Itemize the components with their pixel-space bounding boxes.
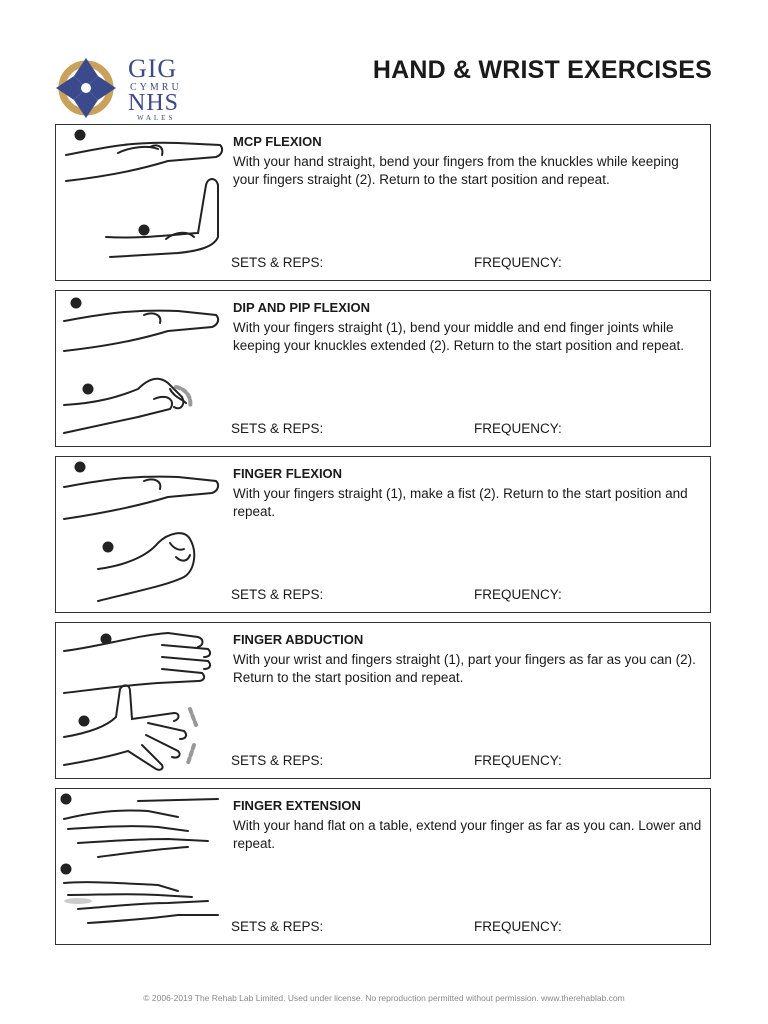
exercise-card-finger-flexion xyxy=(55,456,711,613)
celtic-knot-icon xyxy=(54,56,118,120)
exercise-card-finger-abduction xyxy=(55,622,711,779)
frequency-label: FREQUENCY: xyxy=(474,919,562,934)
exercise-title: DIP AND PIP FLEXION xyxy=(233,300,371,315)
nhs-wales-logo xyxy=(54,52,184,122)
exercise-title: MCP FLEXION xyxy=(233,134,322,149)
sets-reps-label: SETS & REPS: xyxy=(231,753,324,768)
hand-illustration-finger-extension xyxy=(58,791,226,941)
hand-illustration-finger-abduction xyxy=(58,625,226,775)
page-title: HAND & WRIST EXERCISES xyxy=(372,56,712,84)
frequency-label: FREQUENCY: xyxy=(474,421,562,436)
sets-reps-label: SETS & REPS: xyxy=(231,587,324,602)
frequency-label: FREQUENCY: xyxy=(474,753,562,768)
logo-text-wales: WALES xyxy=(137,114,176,122)
exercise-description: With your fingers straight (1), make a fist (2). Return to the start position and repeat. xyxy=(233,486,688,519)
exercise-description: With your fingers straight (1), bend your middle and end finger joints while keeping your knuckles extended (2). Return to the start position and repeat. xyxy=(233,320,685,353)
frequency-label: FREQUENCY: xyxy=(474,587,562,602)
exercise-description: With your hand flat on a table, extend your finger as far as you can. Lower and repeat. xyxy=(233,818,702,851)
exercise-card-dip-pip-flexion xyxy=(55,290,711,447)
sets-reps-label: SETS & REPS: xyxy=(231,255,324,270)
exercise-title: FINGER ABDUCTION xyxy=(233,632,364,647)
exercise-description: With your hand straight, bend your fingers from the knuckles while keeping your fingers straight (2). Return to the start position and repeat. xyxy=(233,154,679,187)
copyright-footer: © 2006-2019 The Rehab Lab Limited. Used under license. No reproduction permitted without permission. www.therehablab.com xyxy=(143,993,625,1003)
hand-illustration-mcp-flexion xyxy=(58,127,226,277)
sets-reps-label: SETS & REPS: xyxy=(231,919,324,934)
exercise-card-finger-extension xyxy=(55,788,711,945)
logo-text-gig: GIG xyxy=(128,54,178,83)
sets-reps-label: SETS & REPS: xyxy=(231,421,324,436)
logo-text-cymru: CYMRU xyxy=(130,82,182,93)
frequency-label: FREQUENCY: xyxy=(474,255,562,270)
exercise-title: FINGER FLEXION xyxy=(233,466,343,481)
exercise-card-mcp-flexion xyxy=(55,124,711,281)
logo-text-nhs: NHS xyxy=(128,90,180,116)
hand-illustration-finger-flexion xyxy=(58,459,226,609)
exercise-description: With your wrist and fingers straight (1), part your fingers as far as you can (2). Return to the start position and repeat. xyxy=(233,652,696,685)
exercise-title: FINGER EXTENSION xyxy=(233,798,361,813)
hand-illustration-dip-pip-flexion xyxy=(58,293,226,443)
